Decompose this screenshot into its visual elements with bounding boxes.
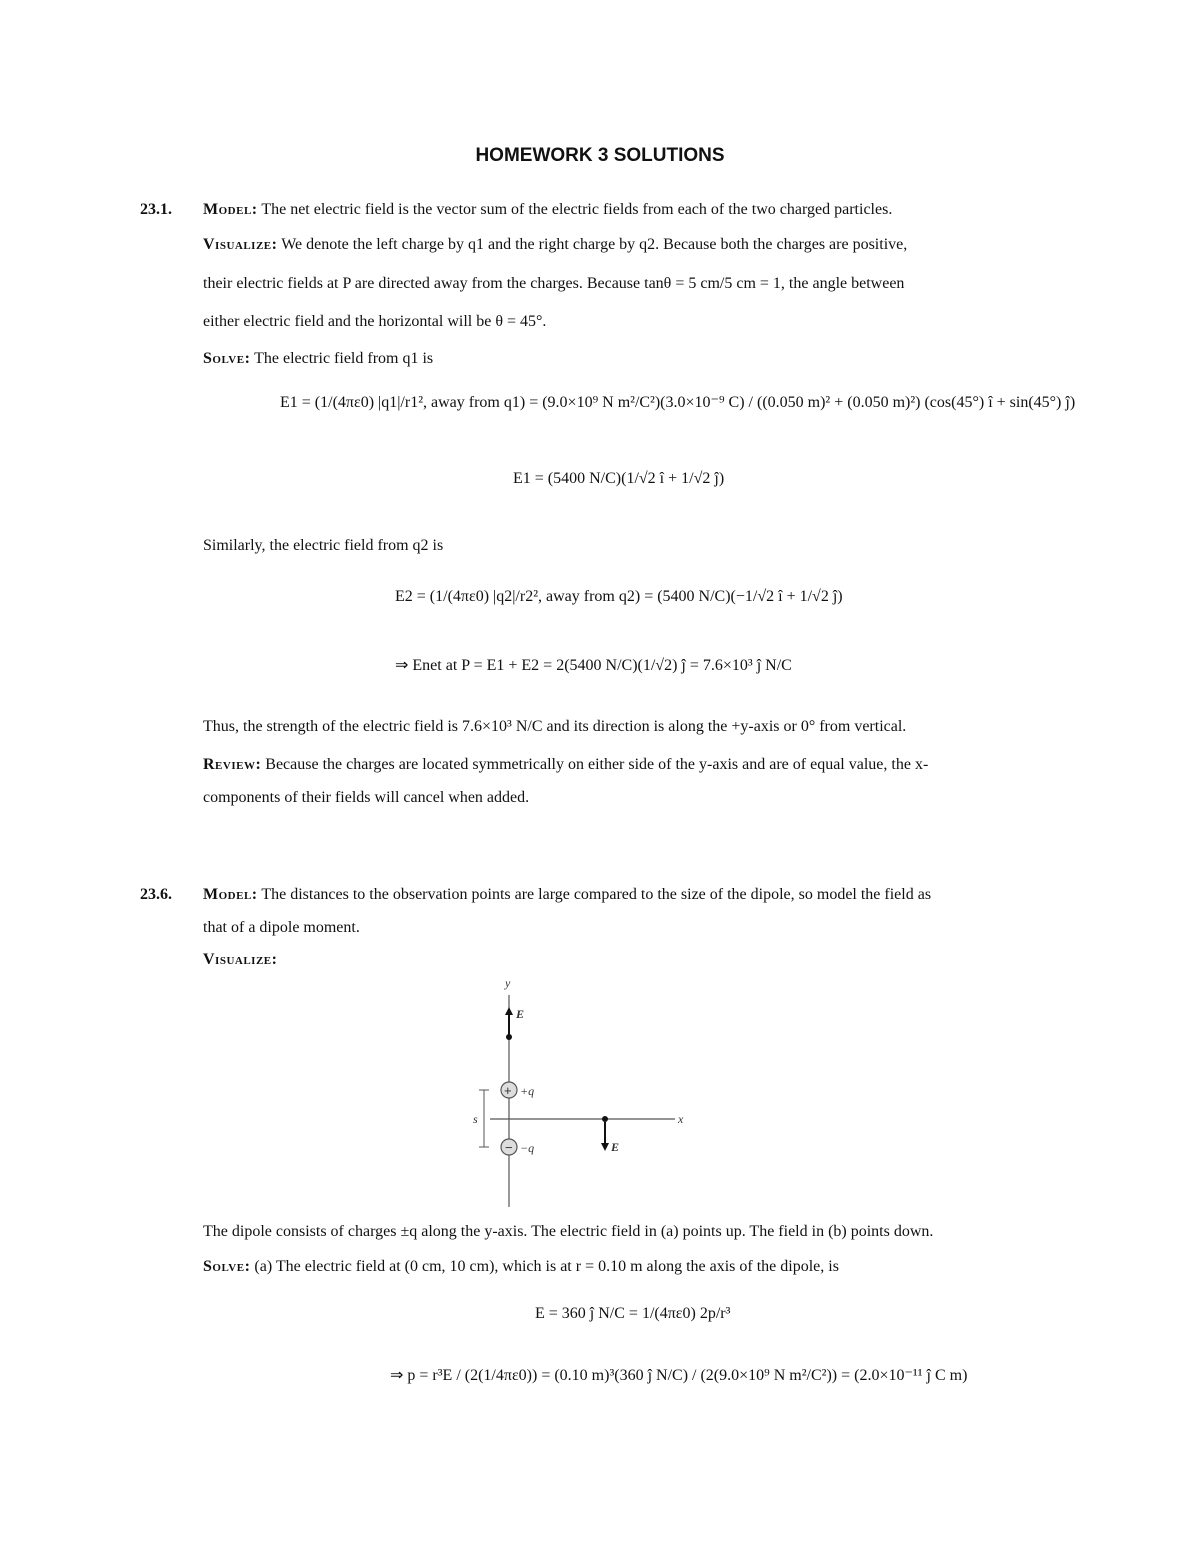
problem-number: 23.1. xyxy=(140,201,172,218)
page-title: HOMEWORK 3 SOLUTIONS xyxy=(475,145,725,166)
y-axis-label: y xyxy=(505,976,511,990)
visualize-line xyxy=(203,951,277,969)
observation-point-a xyxy=(506,1034,512,1040)
equation-dipole-moment: ⇒ p = r³E / (2(1/4πε0)) = (0.10 m)³(360 ĵ N/C) / (2(9.0×10⁹ N m²/C²)) = (2.0×10⁻¹¹ ĵ C m) xyxy=(390,1367,968,1384)
model-line xyxy=(203,886,931,904)
observation-point-b xyxy=(602,1116,608,1122)
visualize-line xyxy=(203,236,907,254)
x-axis-label: x xyxy=(678,1112,684,1126)
similarly-text: Similarly, the electric field from q2 is xyxy=(203,537,444,554)
dipole-figure xyxy=(470,975,710,1215)
model-label: Model: xyxy=(203,886,258,903)
dipole-text: The dipole consists of charges ±q along the y-axis. The electric field in (a) points up. The field in (b) points down. xyxy=(203,1223,934,1240)
visualize-label: Visualize: xyxy=(203,236,278,253)
arrowhead-up-icon xyxy=(505,1007,513,1015)
svg-text:−: − xyxy=(505,1140,513,1155)
review-text: Because the charges are located symmetrically on either side of the y-axis and are of equal value, the x- xyxy=(265,756,929,773)
field-label-top: E xyxy=(516,1007,525,1021)
separation-label: s xyxy=(473,1112,478,1126)
visualize-text-3: either electric field and the horizontal will be θ = 45°. xyxy=(203,313,547,330)
visualize-label: Visualize: xyxy=(203,951,278,968)
visualize-text-2: their electric fields at P are directed away from the charges. Because tanθ = 5 cm/5 cm = 1, the angle between xyxy=(203,275,905,292)
review-label: Review: xyxy=(203,756,262,773)
equation-e2: E2 = (1/(4πε0) |q2|/r2², away from q2) = (5400 N/C)(−1/√2 î + 1/√2 ĵ) xyxy=(395,588,843,605)
solve-label: Solve: xyxy=(203,1258,251,1275)
thus-text: Thus, the strength of the electric field is 7.6×10³ N/C and its direction is along the +y-axis or 0° from vertical. xyxy=(203,718,907,735)
minus-charge-label: −q xyxy=(520,1141,535,1155)
svg-text:+: + xyxy=(504,1083,512,1098)
model-text: The distances to the observation points are large compared to the size of the dipole, so model the field as xyxy=(261,886,932,903)
model-text: The net electric field is the vector sum of the electric fields from each of the two charged particles. xyxy=(261,201,893,218)
arrowhead-down-icon xyxy=(601,1143,609,1151)
equation-dipole-field: E = 360 ĵ N/C = 1/(4πε0) 2p/r³ xyxy=(535,1305,731,1322)
solve-label: Solve: xyxy=(203,350,251,367)
problem-number: 23.6. xyxy=(140,886,172,903)
solve-line xyxy=(203,1258,839,1276)
solve-text: The electric field from q1 is xyxy=(254,350,434,367)
review-text-2: components of their fields will cancel when added. xyxy=(203,789,530,806)
equation-e1: E1 = (1/(4πε0) |q1|/r1², away from q1) = (9.0×10⁹ N m²/C²)(3.0×10⁻⁹ C) / ((0.050 m)² + (0.050 m)²) (cos(45°) î + sin(45°) ĵ) xyxy=(280,394,1076,411)
model-text-2: that of a dipole moment. xyxy=(203,919,360,936)
model-line xyxy=(203,201,892,219)
visualize-text: We denote the left charge by q1 and the right charge by q2. Because both the charges are positive, xyxy=(281,236,908,253)
equation-net: ⇒ Enet at P = E1 + E2 = 2(5400 N/C)(1/√2) ĵ = 7.6×10³ ĵ N/C xyxy=(395,657,792,674)
solve-line xyxy=(203,350,433,368)
field-label-right: E xyxy=(611,1140,620,1154)
solve-text: (a) The electric field at (0 cm, 10 cm), which is at r = 0.10 m along the axis of the dipole, is xyxy=(254,1258,839,1275)
review-line xyxy=(203,756,928,774)
equation-e1-result: E1 = (5400 N/C)(1/√2 î + 1/√2 ĵ) xyxy=(513,470,725,487)
plus-charge-label: +q xyxy=(520,1084,535,1098)
model-label: Model: xyxy=(203,201,258,218)
